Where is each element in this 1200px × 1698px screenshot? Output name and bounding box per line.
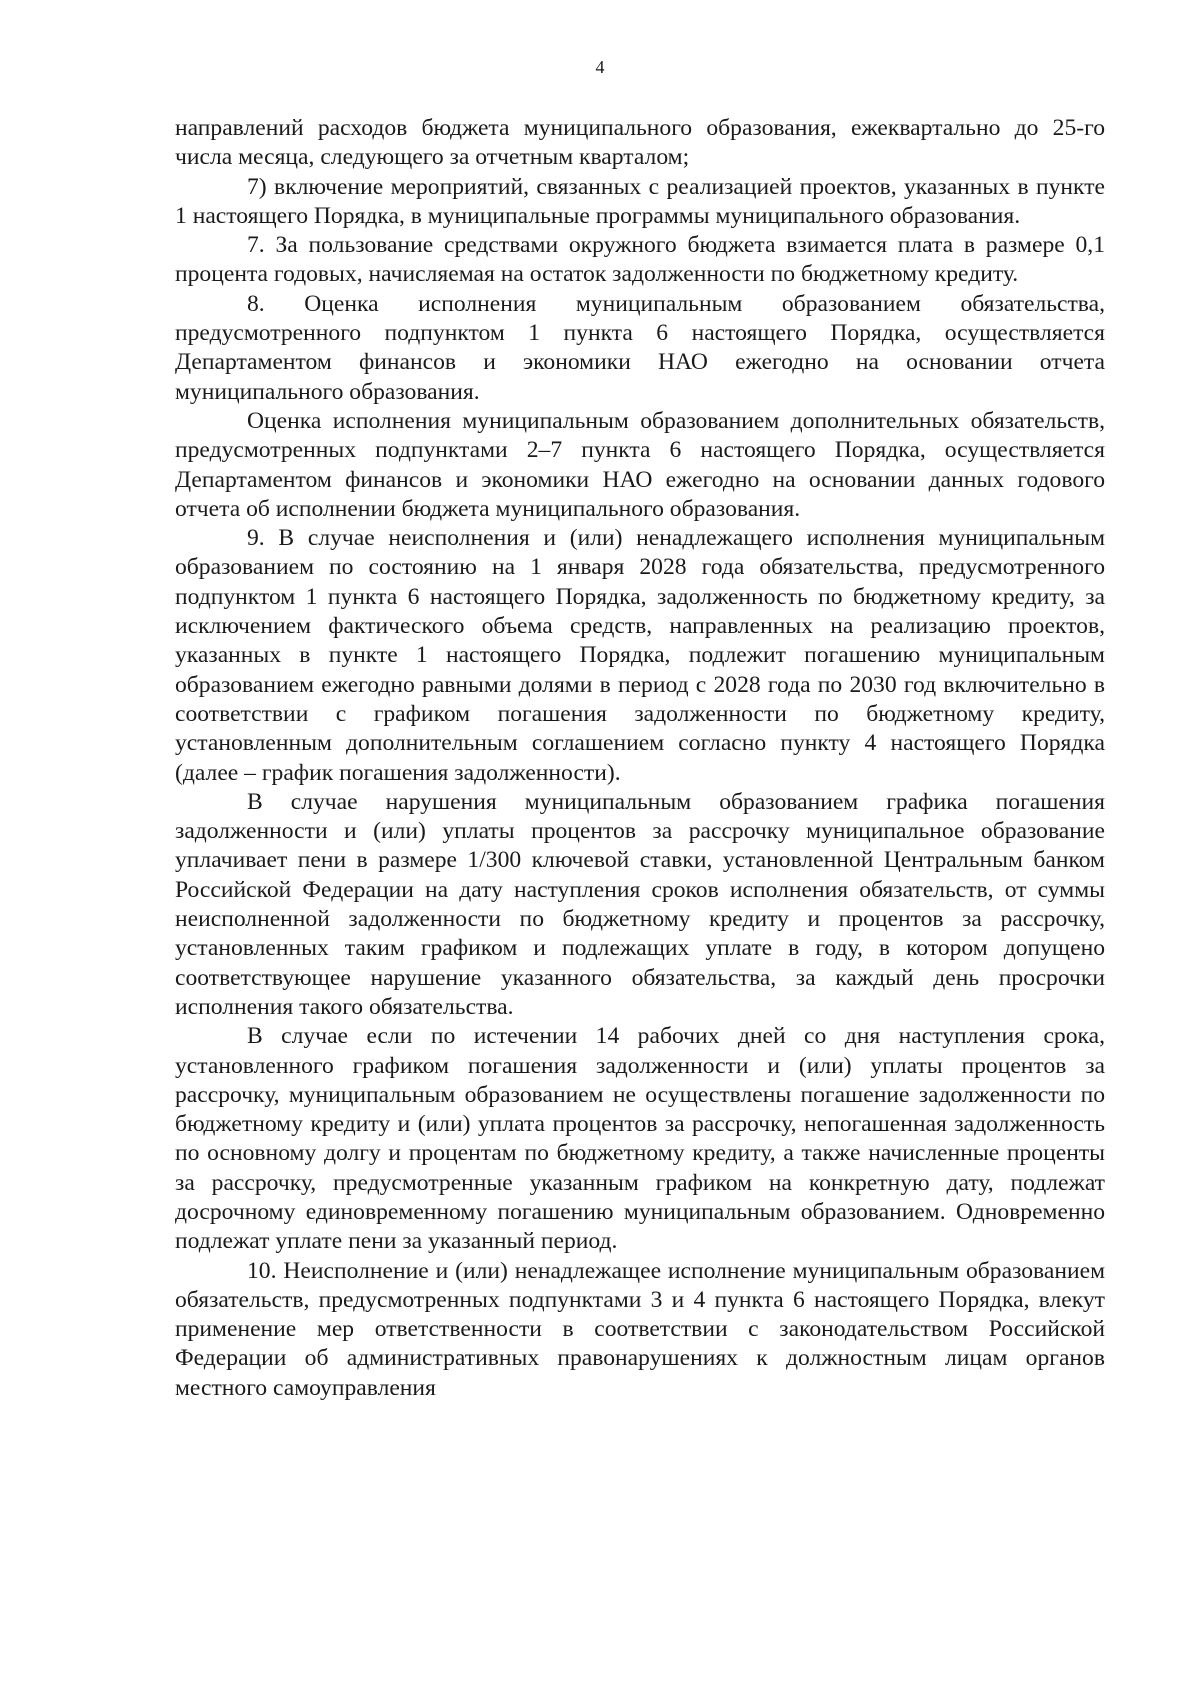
paragraph-item-7: 7. За пользование средствами окружного бюджета взимается плата в размере 0,1 процента годовых, начисляемая на остаток задолженности по бюджетному кредиту. bbox=[175, 232, 1105, 288]
paragraph-item-8-assessment: Оценка исполнения муниципальным образованием дополнительных обязательств, предусмотренных подпунктами 2–7 пункта 6 настоящего Порядка, осуществляется Департаментом финансов и экономики НАО ежегодно на основании данных годового отчета об исполнении бюджета муниципального образования. bbox=[175, 407, 1105, 522]
page-number: 4 bbox=[595, 57, 605, 77]
paragraph-item-9-penalty: В случае нарушения муниципальным образованием графика погашения задолженности и (или) уплаты процентов за рассрочку муниципальное образование уплачивает пени в размере 1/300 ключевой ставки, установленной Центральным банком Российской Федерации на дату наступления сроков исполнения обязательств, от суммы неисполненной задолженности по бюджетному кредиту и процентов за рассрочку, установленных таким графиком и подлежащих уплате в году, в котором допущено соответствующее нарушение указанного обязательства, за каждый день просрочки исполнения такого обязательства. bbox=[175, 788, 1105, 1020]
paragraph-continuation: направлений расходов бюджета муниципального образования, ежеквартально до 25-го числа месяца, следующего за отчетным кварталом; bbox=[175, 115, 1105, 171]
paragraph-item-9: 9. В случае неисполнения и (или) ненадлежащего исполнения муниципальным образованием по состоянию на 1 января 2028 года обязательства, предусмотренного подпунктом 1 пункта 6 настоящего Порядка, задолженность по бюджетному кредиту, за исключением фактического объема средств, направленных на реализацию проектов, указанных в пункте 1 настоящего Порядка, подлежит погашению муниципальным образованием ежегодно равными долями в период с 2028 года по 2030 год включительно в соответствии с графиком погашения задолженности по бюджетному кредиту, установленным дополнительным соглашением согласно пункту 4 настоящего Порядка (далее – график погашения задолженности). bbox=[175, 525, 1105, 786]
paragraph-item-9-early-repayment: В случае если по истечении 14 рабочих дней со дня наступления срока, установленного графиком погашения задолженности и (или) уплаты процентов за рассрочку, муниципальным образованием не осуществлены погашение задолженности по бюджетному кредиту и (или) уплата процентов за рассрочку, непогашенная задолженность по основному долгу и процентам по бюджетному кредиту, а также начисленные проценты за рассрочку, предусмотренные указанным графиком на конкретную дату, подлежат досрочному единовременному погашению муниципальным образованием. Одновременно подлежат уплате пени за указанный период. bbox=[175, 1023, 1105, 1255]
paragraph-item-10: 10. Неисполнение и (или) ненадлежащее исполнение муниципальным образованием обязательств, предусмотренных подпунктами 3 и 4 пункта 6 настоящего Порядка, влекут применение мер ответственности в соответствии с законодательством Российской Федерации об административных правонарушениях к должностным лицам органов местного самоуправления bbox=[175, 1257, 1105, 1401]
paragraph-subitem-7: 7) включение мероприятий, связанных с реализацией проектов, указанных в пункте 1 настоящего Порядка, в муниципальные программы муниципального образования. bbox=[175, 173, 1105, 229]
paragraph-item-8: 8. Оценка исполнения муниципальным образованием обязательства, предусмотренного подпунктом 1 пункта 6 настоящего Порядка, осуществляется Департаментом финансов и экономики НАО ежегодно на основании отчета муниципального образования. bbox=[175, 290, 1105, 405]
document-body bbox=[175, 114, 1105, 1403]
